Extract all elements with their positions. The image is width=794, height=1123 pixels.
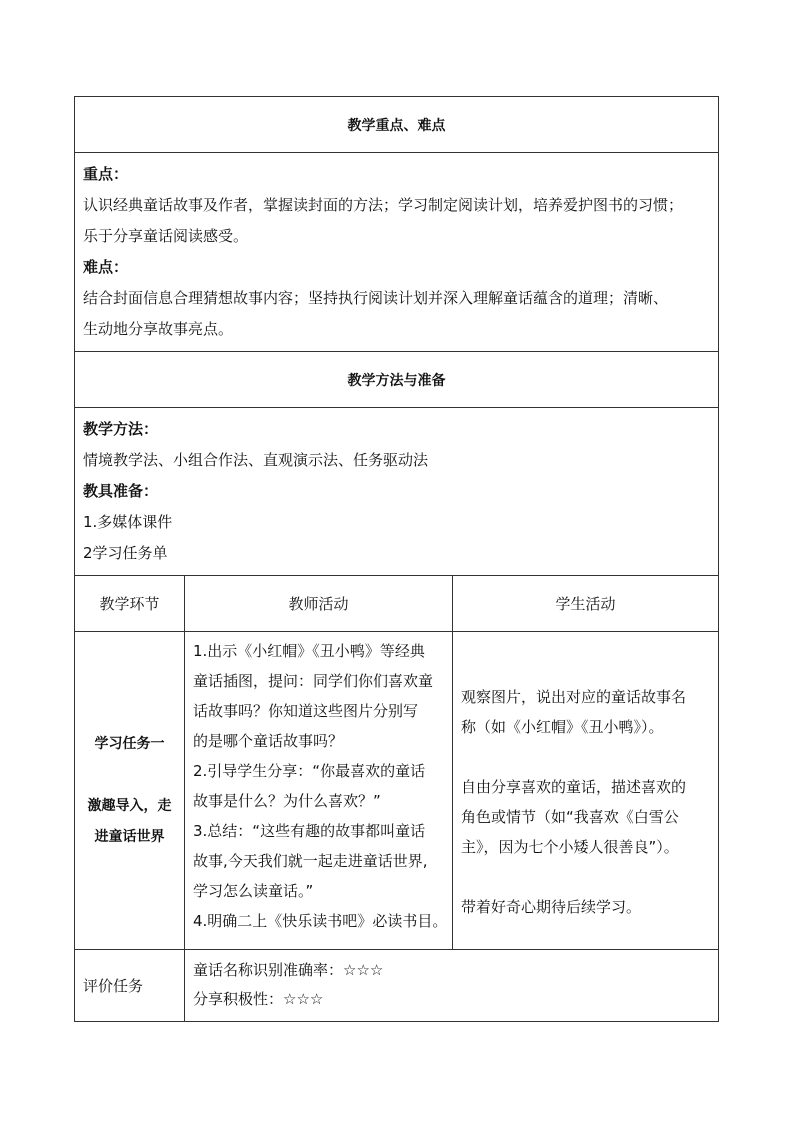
header-stage: 教学环节 <box>75 576 185 632</box>
evaluation-line: 分享积极性：☆☆☆ <box>193 990 324 1008</box>
section-title: 教学方法与准备 <box>75 352 719 408</box>
lesson-plan-table <box>74 96 719 1022</box>
task-label-line: 进童话世界 <box>94 828 165 845</box>
difficult-points-line: 生动地分享故事亮点。 <box>83 320 234 338</box>
tools-item: 1.多媒体课件 <box>83 513 173 531</box>
table-header-row <box>75 576 719 632</box>
task-label-line: 激趣导入，走 <box>87 797 172 814</box>
header-teacher: 教师活动 <box>185 576 453 632</box>
teacher-activity-cell <box>185 632 453 950</box>
evaluation-row <box>75 950 719 1022</box>
task-label-cell <box>75 632 185 950</box>
teacher-line: 故事,今天我们就一起走进童话世界, <box>193 852 428 870</box>
teacher-line: 3.总结：“这些有趣的故事都叫童话 <box>193 822 426 840</box>
section-focus-content-row <box>75 153 719 352</box>
student-paragraph <box>461 892 710 922</box>
student-paragraph <box>461 682 710 742</box>
teacher-line: 故事是什么？为什么喜欢？” <box>193 792 381 810</box>
teacher-line: 的是哪个童话故事吗？ <box>193 732 344 750</box>
teacher-line: 话故事吗？你知道这些图片分别写 <box>193 702 419 720</box>
evaluation-content <box>185 950 719 1022</box>
student-activity-cell <box>453 632 719 950</box>
key-points-line: 乐于分享童话阅读感受。 <box>83 227 249 245</box>
teacher-line: 童话插图，提问：同学们你们喜欢童 <box>193 672 434 690</box>
tools-label: 教具准备： <box>83 482 159 500</box>
task-label-line: 学习任务一 <box>94 735 165 752</box>
methods-text: 情境教学法、小组合作法、直观演示法、任务驱动法 <box>83 451 429 469</box>
tools-item: 2学习任务单 <box>83 544 168 562</box>
student-line: 称（如《小红帽》《丑小鸭》）。 <box>461 718 664 736</box>
teacher-line: 2.引导学生分享：“你最喜欢的童话 <box>193 762 426 780</box>
student-line: 主》，因为七个小矮人很善良”）。 <box>461 838 679 856</box>
header-student: 学生活动 <box>453 576 719 632</box>
student-line: 观察图片，说出对应的童话故事名 <box>461 688 687 706</box>
evaluation-line: 童话名称识别准确率：☆☆☆ <box>193 961 384 979</box>
teacher-line: 学习怎么读童话。” <box>193 882 314 900</box>
lesson-plan-document <box>74 96 718 1022</box>
student-line: 带着好奇心期待后续学习。 <box>461 898 642 916</box>
evaluation-label: 评价任务 <box>75 950 185 1022</box>
methods-label: 教学方法： <box>83 420 159 438</box>
section-focus-title-row <box>75 97 719 153</box>
student-line: 角色或情节（如“我喜欢《白雪公 <box>461 808 679 826</box>
difficult-points-line: 结合封面信息合理猜想故事内容；坚持执行阅读计划并深入理解童话蕴含的道理；清晰、 <box>83 289 669 307</box>
teacher-line: 1.出示《小红帽》《丑小鸭》等经典 <box>193 642 425 660</box>
student-line: 自由分享喜欢的童话，描述喜欢的 <box>461 778 687 796</box>
key-points-line: 认识经典童话故事及作者，掌握读封面的方法；学习制定阅读计划，培养爱护图书的习惯； <box>83 196 684 214</box>
difficult-points-label: 难点： <box>83 258 129 276</box>
focus-content <box>75 153 719 352</box>
student-paragraph <box>461 772 710 862</box>
section-methods-title-row <box>75 352 719 408</box>
teacher-line: 4.明确二上《快乐读书吧》必读书目。 <box>193 912 448 930</box>
task-row <box>75 632 719 950</box>
section-title: 教学重点、难点 <box>75 97 719 153</box>
key-points-label: 重点： <box>83 165 129 183</box>
section-methods-content-row <box>75 408 719 576</box>
methods-content <box>75 408 719 576</box>
